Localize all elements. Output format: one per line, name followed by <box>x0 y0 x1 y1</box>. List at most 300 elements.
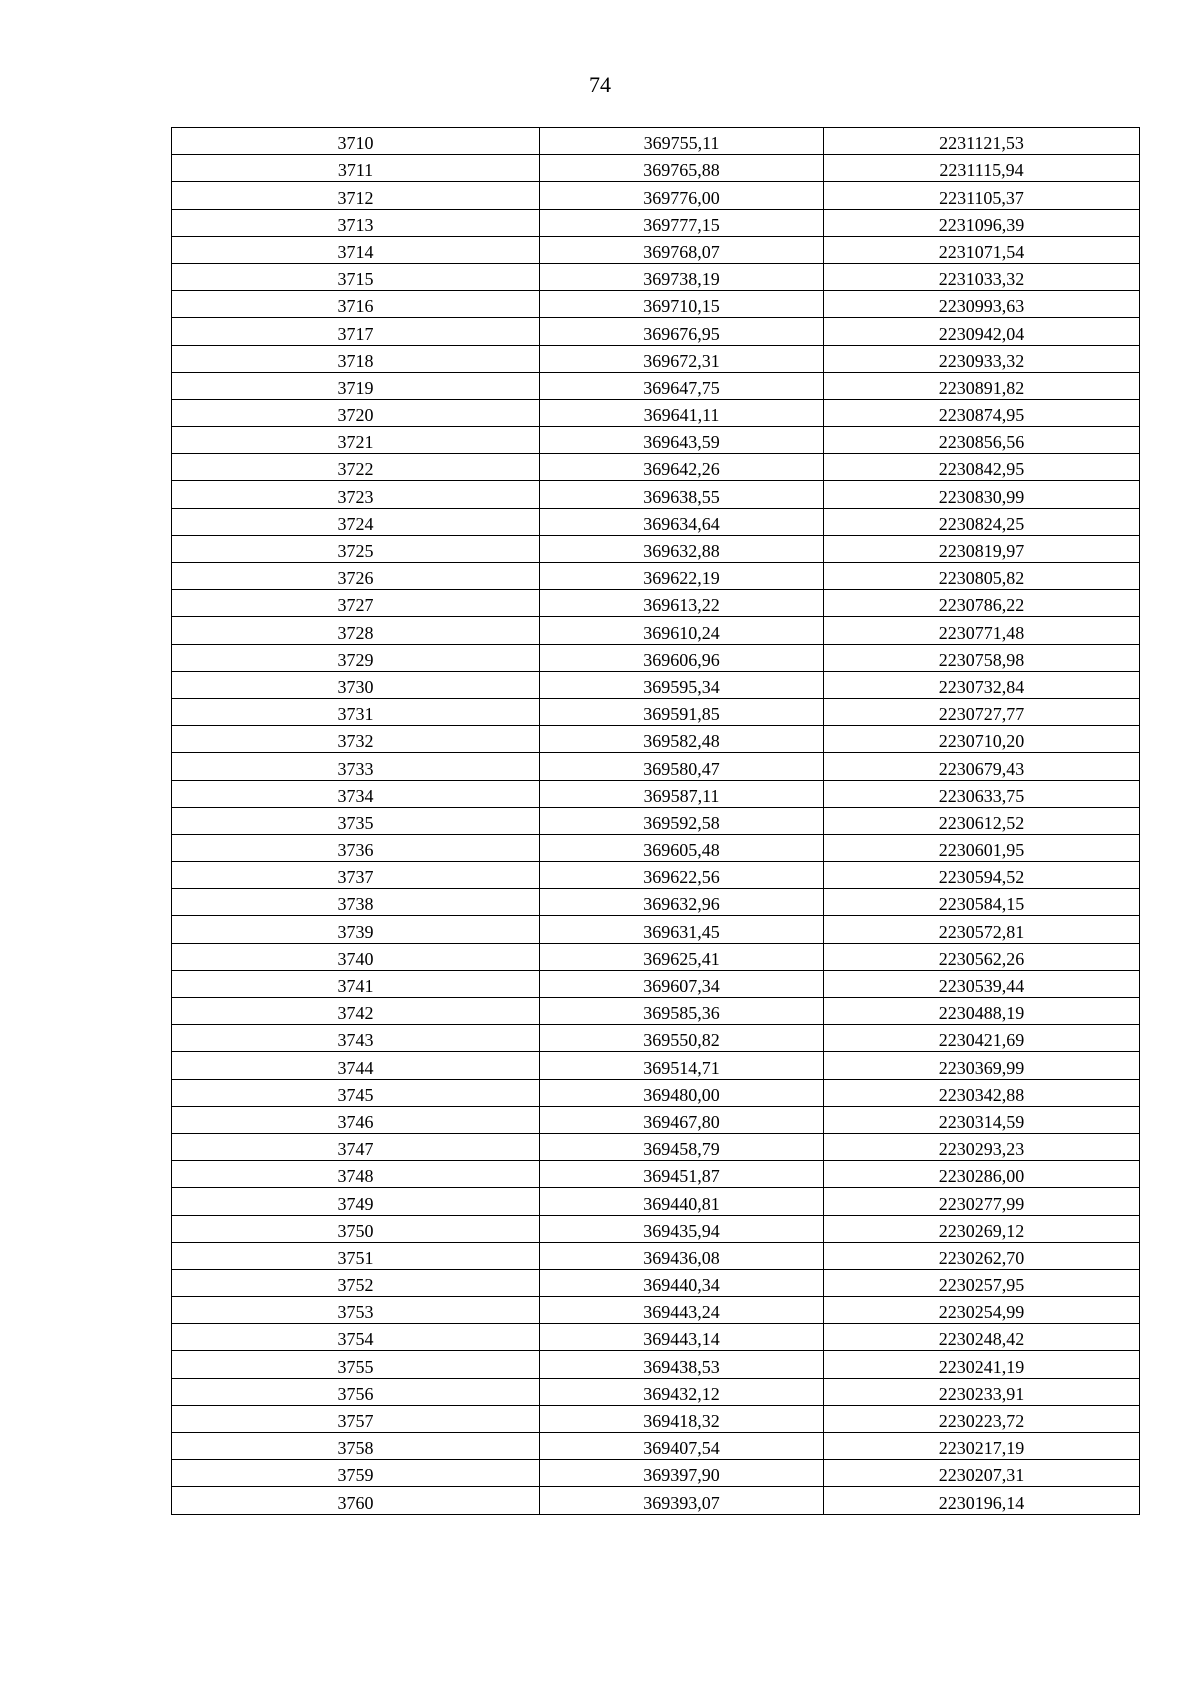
y-coordinate-cell <box>824 970 1140 997</box>
y-coordinate-cell <box>824 535 1140 562</box>
x-coordinate-cell <box>540 834 824 861</box>
cell-value: 369451,87 <box>643 1166 720 1187</box>
cell-value: 3728 <box>337 622 374 643</box>
cell-value: 3719 <box>337 377 374 398</box>
point-number-cell <box>172 1378 540 1405</box>
cell-value: 369632,96 <box>643 894 720 915</box>
cell-value: 3748 <box>337 1166 374 1187</box>
cell-value: 369605,48 <box>643 840 720 861</box>
cell-value: 2230830,99 <box>938 486 1025 507</box>
x-coordinate-cell <box>540 889 824 916</box>
cell-value: 2230254,99 <box>938 1302 1025 1323</box>
y-coordinate-cell <box>824 1079 1140 1106</box>
cell-value: 369610,24 <box>643 622 720 643</box>
table-row <box>172 427 1140 454</box>
cell-value: 2230293,23 <box>938 1139 1025 1160</box>
table-row <box>172 1188 1140 1215</box>
y-coordinate-cell <box>824 399 1140 426</box>
cell-value: 3729 <box>337 649 374 670</box>
x-coordinate-cell <box>540 1133 824 1160</box>
cell-value: 2230933,32 <box>938 350 1025 371</box>
table-row <box>172 263 1140 290</box>
point-number-cell <box>172 807 540 834</box>
cell-value: 369606,96 <box>643 649 720 670</box>
cell-value: 3753 <box>337 1302 374 1323</box>
cell-value: 3721 <box>337 432 374 453</box>
x-coordinate-cell <box>540 916 824 943</box>
cell-value: 369436,08 <box>643 1247 720 1268</box>
x-coordinate-cell <box>540 182 824 209</box>
x-coordinate-cell <box>540 1025 824 1052</box>
cell-value: 369458,79 <box>643 1139 720 1160</box>
cell-value: 2230257,95 <box>938 1275 1025 1296</box>
point-number-cell <box>172 209 540 236</box>
y-coordinate-cell <box>824 454 1140 481</box>
cell-value: 3734 <box>337 785 374 806</box>
table-row <box>172 155 1140 182</box>
cell-value: 369443,24 <box>643 1302 720 1323</box>
table-row <box>172 970 1140 997</box>
point-number-cell <box>172 236 540 263</box>
x-coordinate-cell <box>540 1079 824 1106</box>
cell-value: 2230223,72 <box>938 1411 1025 1431</box>
cell-value: 369407,54 <box>643 1438 720 1459</box>
table-row <box>172 1242 1140 1269</box>
cell-value: 2230584,15 <box>938 894 1025 915</box>
x-coordinate-cell <box>540 236 824 263</box>
y-coordinate-cell <box>824 263 1140 290</box>
x-coordinate-cell <box>540 563 824 590</box>
point-number-cell <box>172 155 540 182</box>
cell-value: 3746 <box>337 1111 374 1132</box>
table-row <box>172 454 1140 481</box>
cell-value: 3715 <box>337 269 374 290</box>
point-number-cell <box>172 698 540 725</box>
x-coordinate-cell <box>540 345 824 372</box>
cell-value: 2230633,75 <box>938 785 1025 806</box>
cell-value: 369580,47 <box>643 758 720 779</box>
cell-value: 3743 <box>337 1030 374 1051</box>
y-coordinate-cell <box>824 1297 1140 1324</box>
table-row <box>172 1433 1140 1460</box>
table-row <box>172 1487 1140 1514</box>
cell-value: 3755 <box>337 1356 374 1377</box>
point-number-cell <box>172 182 540 209</box>
point-number-cell <box>172 481 540 508</box>
cell-value: 3737 <box>337 867 374 888</box>
cell-value: 3735 <box>337 812 374 833</box>
y-coordinate-cell <box>824 1025 1140 1052</box>
y-coordinate-cell <box>824 155 1140 182</box>
x-coordinate-cell <box>540 427 824 454</box>
y-coordinate-cell <box>824 209 1140 236</box>
point-number-cell <box>172 1433 540 1460</box>
cell-value: 3716 <box>337 296 374 317</box>
y-coordinate-cell <box>824 780 1140 807</box>
point-number-cell <box>172 671 540 698</box>
cell-value: 369638,55 <box>643 486 720 507</box>
table-row <box>172 1269 1140 1296</box>
cell-value: 2230993,63 <box>938 296 1025 317</box>
cell-value: 369607,34 <box>643 976 720 996</box>
cell-value: 3758 <box>337 1438 374 1459</box>
cell-value: 369755,11 <box>643 133 720 154</box>
cell-value: 2230572,81 <box>938 921 1025 942</box>
x-coordinate-cell <box>540 535 824 562</box>
point-number-cell <box>172 889 540 916</box>
cell-value: 3725 <box>337 541 374 561</box>
cell-value: 369643,59 <box>643 432 720 453</box>
point-number-cell <box>172 1052 540 1079</box>
y-coordinate-cell <box>824 698 1140 725</box>
y-coordinate-cell <box>824 753 1140 780</box>
cell-value: 3736 <box>337 840 374 861</box>
cell-value: 3760 <box>337 1492 374 1513</box>
table-row <box>172 753 1140 780</box>
table-row <box>172 1351 1140 1378</box>
point-number-cell <box>172 291 540 318</box>
x-coordinate-cell <box>540 263 824 290</box>
point-number-cell <box>172 1215 540 1242</box>
page-number: 74 <box>589 72 611 97</box>
x-coordinate-cell <box>540 970 824 997</box>
cell-value: 369582,48 <box>643 731 720 752</box>
cell-value: 3713 <box>337 214 374 235</box>
y-coordinate-cell <box>824 807 1140 834</box>
x-coordinate-cell <box>540 291 824 318</box>
cell-value: 369672,31 <box>643 350 720 371</box>
cell-value: 369622,56 <box>643 867 720 888</box>
cell-value: 369418,32 <box>643 1411 720 1431</box>
cell-value: 2230710,20 <box>938 731 1025 752</box>
cell-value: 2230207,31 <box>938 1465 1025 1486</box>
x-coordinate-cell <box>540 1269 824 1296</box>
point-number-cell <box>172 563 540 590</box>
point-number-cell <box>172 263 540 290</box>
y-coordinate-cell <box>824 1242 1140 1269</box>
x-coordinate-cell <box>540 1161 824 1188</box>
cell-value: 369432,12 <box>643 1383 720 1404</box>
cell-value: 2230786,22 <box>938 595 1025 616</box>
point-number-cell <box>172 535 540 562</box>
table-row <box>172 182 1140 209</box>
cell-value: 369676,95 <box>643 323 720 344</box>
y-coordinate-cell <box>824 1405 1140 1432</box>
cell-value: 2231071,54 <box>938 241 1025 262</box>
cell-value: 3731 <box>337 704 374 725</box>
y-coordinate-cell <box>824 834 1140 861</box>
point-number-cell <box>172 128 540 155</box>
cell-value: 3751 <box>337 1247 374 1268</box>
cell-value: 2230286,00 <box>938 1166 1025 1187</box>
cell-value: 3750 <box>337 1220 374 1241</box>
x-coordinate-cell <box>540 780 824 807</box>
point-number-cell <box>172 454 540 481</box>
cell-value: 3754 <box>337 1329 374 1350</box>
table-row <box>172 1079 1140 1106</box>
cell-value: 3741 <box>337 976 374 996</box>
x-coordinate-cell <box>540 1405 824 1432</box>
x-coordinate-cell <box>540 862 824 889</box>
y-coordinate-cell <box>824 318 1140 345</box>
cell-value: 369393,07 <box>643 1492 720 1513</box>
cell-value: 3720 <box>337 405 374 426</box>
cell-value: 2230539,44 <box>938 976 1025 996</box>
table-row <box>172 481 1140 508</box>
x-coordinate-cell <box>540 209 824 236</box>
point-number-cell <box>172 427 540 454</box>
cell-value: 3747 <box>337 1139 374 1160</box>
cell-value: 369776,00 <box>643 187 720 208</box>
cell-value: 369397,90 <box>643 1465 720 1486</box>
cell-value: 3744 <box>337 1057 374 1078</box>
cell-value: 369738,19 <box>643 269 720 290</box>
cell-value: 369440,81 <box>643 1193 720 1214</box>
table-row <box>172 1405 1140 1432</box>
point-number-cell <box>172 508 540 535</box>
cell-value: 369631,45 <box>643 921 720 942</box>
table-row <box>172 834 1140 861</box>
cell-value: 3759 <box>337 1465 374 1486</box>
cell-value: 3732 <box>337 731 374 752</box>
table-row <box>172 644 1140 671</box>
cell-value: 369777,15 <box>643 214 720 235</box>
x-coordinate-cell <box>540 753 824 780</box>
cell-value: 369438,53 <box>643 1356 720 1377</box>
y-coordinate-cell <box>824 726 1140 753</box>
point-number-cell <box>172 1297 540 1324</box>
x-coordinate-cell <box>540 1297 824 1324</box>
x-coordinate-cell <box>540 1487 824 1514</box>
coordinates-table-body <box>172 128 1140 1515</box>
x-coordinate-cell <box>540 1460 824 1487</box>
cell-value: 2230856,56 <box>938 432 1025 453</box>
point-number-cell <box>172 998 540 1025</box>
x-coordinate-cell <box>540 399 824 426</box>
cell-value: 2230732,84 <box>938 676 1025 697</box>
y-coordinate-cell <box>824 563 1140 590</box>
cell-value: 2230369,99 <box>938 1057 1025 1078</box>
y-coordinate-cell <box>824 182 1140 209</box>
cell-value: 369710,15 <box>643 296 720 317</box>
point-number-cell <box>172 1405 540 1432</box>
cell-value: 3752 <box>337 1275 374 1296</box>
cell-value: 369440,34 <box>643 1275 720 1296</box>
cell-value: 2230248,42 <box>938 1329 1025 1350</box>
table-row <box>172 345 1140 372</box>
cell-value: 369480,00 <box>643 1084 720 1105</box>
x-coordinate-cell <box>540 1215 824 1242</box>
y-coordinate-cell <box>824 998 1140 1025</box>
table-row <box>172 535 1140 562</box>
y-coordinate-cell <box>824 1351 1140 1378</box>
table-row <box>172 671 1140 698</box>
point-number-cell <box>172 834 540 861</box>
cell-value: 369622,19 <box>643 568 720 589</box>
cell-value: 2230612,52 <box>938 812 1025 833</box>
cell-value: 2230842,95 <box>938 459 1025 480</box>
point-number-cell <box>172 1161 540 1188</box>
point-number-cell <box>172 399 540 426</box>
cell-value: 369765,88 <box>643 160 720 181</box>
cell-value: 2230269,12 <box>938 1220 1025 1241</box>
cell-value: 369435,94 <box>643 1220 720 1241</box>
table-row <box>172 916 1140 943</box>
cell-value: 2230874,95 <box>938 405 1025 426</box>
table-row <box>172 508 1140 535</box>
y-coordinate-cell <box>824 1269 1140 1296</box>
point-number-cell <box>172 1188 540 1215</box>
point-number-cell <box>172 780 540 807</box>
table-row <box>172 1460 1140 1487</box>
table-row <box>172 590 1140 617</box>
point-number-cell <box>172 726 540 753</box>
cell-value: 369585,36 <box>643 1003 720 1024</box>
table-row <box>172 862 1140 889</box>
y-coordinate-cell <box>824 1133 1140 1160</box>
cell-value: 369634,64 <box>643 513 720 534</box>
cell-value: 2231096,39 <box>938 214 1025 235</box>
x-coordinate-cell <box>540 1378 824 1405</box>
cell-value: 3727 <box>337 595 374 616</box>
table-row <box>172 209 1140 236</box>
y-coordinate-cell <box>824 644 1140 671</box>
cell-value: 2230562,26 <box>938 948 1025 969</box>
table-row <box>172 1161 1140 1188</box>
y-coordinate-cell <box>824 1188 1140 1215</box>
x-coordinate-cell <box>540 454 824 481</box>
y-coordinate-cell <box>824 481 1140 508</box>
x-coordinate-cell <box>540 1106 824 1133</box>
cell-value: 369642,26 <box>643 459 720 480</box>
cell-value: 3724 <box>337 513 374 534</box>
point-number-cell <box>172 318 540 345</box>
coordinates-table-container <box>171 127 1139 1515</box>
table-row <box>172 372 1140 399</box>
x-coordinate-cell <box>540 644 824 671</box>
x-coordinate-cell <box>540 1351 824 1378</box>
table-row <box>172 1297 1140 1324</box>
table-row <box>172 889 1140 916</box>
y-coordinate-cell <box>824 1106 1140 1133</box>
point-number-cell <box>172 970 540 997</box>
y-coordinate-cell <box>824 508 1140 535</box>
y-coordinate-cell <box>824 1433 1140 1460</box>
cell-value: 3730 <box>337 676 374 697</box>
x-coordinate-cell <box>540 1433 824 1460</box>
x-coordinate-cell <box>540 1052 824 1079</box>
y-coordinate-cell <box>824 671 1140 698</box>
x-coordinate-cell <box>540 372 824 399</box>
point-number-cell <box>172 916 540 943</box>
x-coordinate-cell <box>540 698 824 725</box>
cell-value: 3726 <box>337 568 374 589</box>
x-coordinate-cell <box>540 1242 824 1269</box>
point-number-cell <box>172 644 540 671</box>
cell-value: 2231115,94 <box>939 160 1024 181</box>
cell-value: 3733 <box>337 758 374 779</box>
cell-value: 3738 <box>337 894 374 915</box>
cell-value: 2230421,69 <box>938 1030 1025 1051</box>
y-coordinate-cell <box>824 1487 1140 1514</box>
x-coordinate-cell <box>540 1188 824 1215</box>
cell-value: 2230314,59 <box>938 1111 1025 1132</box>
cell-value: 2231033,32 <box>938 269 1025 290</box>
cell-value: 2230824,25 <box>938 513 1025 534</box>
y-coordinate-cell <box>824 916 1140 943</box>
cell-value: 2230805,82 <box>938 568 1025 589</box>
x-coordinate-cell <box>540 671 824 698</box>
table-row <box>172 698 1140 725</box>
y-coordinate-cell <box>824 862 1140 889</box>
cell-value: 2230771,48 <box>938 622 1025 643</box>
cell-value: 369641,11 <box>643 405 720 426</box>
x-coordinate-cell <box>540 590 824 617</box>
x-coordinate-cell <box>540 481 824 508</box>
y-coordinate-cell <box>824 889 1140 916</box>
cell-value: 3756 <box>337 1383 374 1404</box>
cell-value: 2230233,91 <box>938 1383 1025 1404</box>
cell-value: 369467,80 <box>643 1111 720 1132</box>
point-number-cell <box>172 862 540 889</box>
point-number-cell <box>172 1242 540 1269</box>
point-number-cell <box>172 1324 540 1351</box>
y-coordinate-cell <box>824 1161 1140 1188</box>
cell-value: 3717 <box>337 323 374 344</box>
cell-value: 2230241,19 <box>938 1356 1025 1377</box>
cell-value: 3710 <box>337 133 374 154</box>
table-row <box>172 563 1140 590</box>
cell-value: 369592,58 <box>643 812 720 833</box>
cell-value: 3739 <box>337 921 374 942</box>
cell-value: 3742 <box>337 1003 374 1024</box>
point-number-cell <box>172 1460 540 1487</box>
cell-value: 369625,41 <box>643 948 720 969</box>
y-coordinate-cell <box>824 291 1140 318</box>
cell-value: 2230342,88 <box>938 1084 1025 1105</box>
cell-value: 2231105,37 <box>939 187 1024 208</box>
x-coordinate-cell <box>540 998 824 1025</box>
cell-value: 369587,11 <box>643 785 720 806</box>
cell-value: 3722 <box>337 459 374 480</box>
point-number-cell <box>172 943 540 970</box>
cell-value: 2230196,14 <box>938 1492 1025 1513</box>
cell-value: 2230217,19 <box>938 1438 1025 1459</box>
cell-value: 369613,22 <box>643 595 720 616</box>
table-row <box>172 318 1140 345</box>
y-coordinate-cell <box>824 590 1140 617</box>
cell-value: 2231121,53 <box>939 133 1024 154</box>
cell-value: 3757 <box>337 1411 374 1431</box>
x-coordinate-cell <box>540 943 824 970</box>
x-coordinate-cell <box>540 1324 824 1351</box>
point-number-cell <box>172 345 540 372</box>
point-number-cell <box>172 1079 540 1106</box>
y-coordinate-cell <box>824 943 1140 970</box>
cell-value: 2230488,19 <box>938 1003 1025 1024</box>
point-number-cell <box>172 1106 540 1133</box>
point-number-cell <box>172 1351 540 1378</box>
table-row <box>172 291 1140 318</box>
table-row <box>172 236 1140 263</box>
coordinates-table <box>171 127 1140 1515</box>
y-coordinate-cell <box>824 236 1140 263</box>
cell-value: 2230942,04 <box>938 323 1025 344</box>
y-coordinate-cell <box>824 1324 1140 1351</box>
cell-value: 3745 <box>337 1084 374 1105</box>
y-coordinate-cell <box>824 345 1140 372</box>
x-coordinate-cell <box>540 617 824 644</box>
